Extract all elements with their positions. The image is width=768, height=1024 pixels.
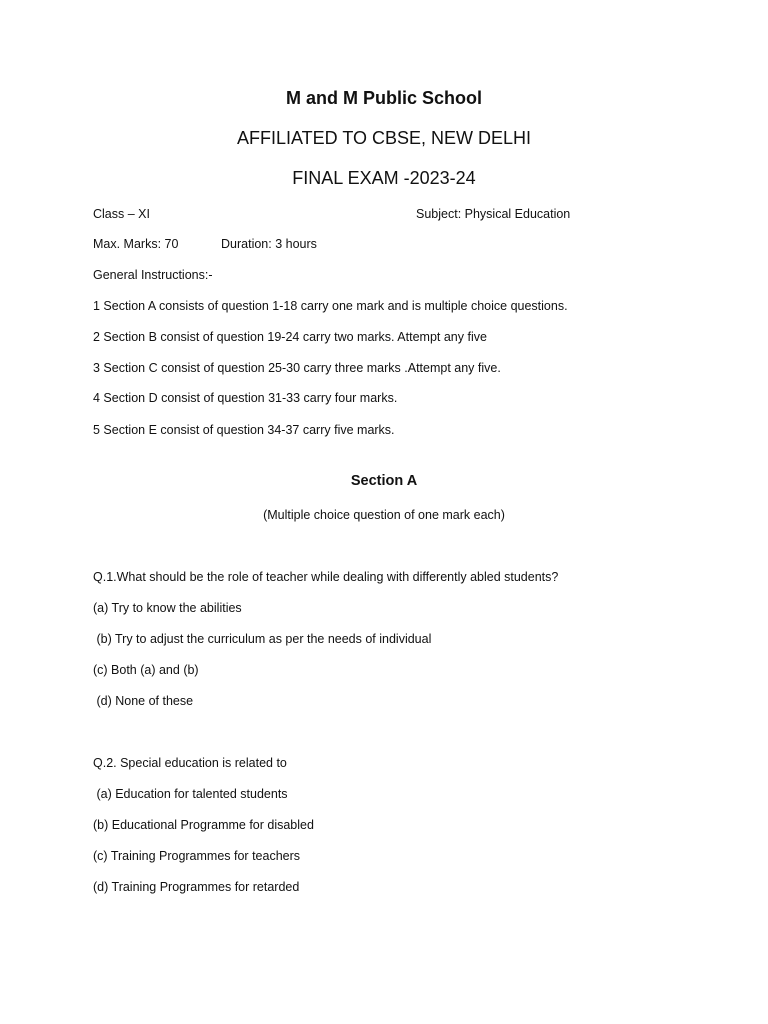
answer-option: (b) Educational Programme for disabled xyxy=(93,818,314,832)
answer-option: (c) Both (a) and (b) xyxy=(93,663,199,677)
school-name: M and M Public School xyxy=(285,88,482,108)
question-text: Q.1.What should be the role of teacher while dealing with differently abled students? xyxy=(93,570,559,584)
instruction-item: 3 Section C consist of question 25-30 carry three marks .Attempt any five. xyxy=(93,361,501,375)
max-marks-label: Max. Marks: 70 xyxy=(93,237,179,251)
section-title: Section A xyxy=(350,473,418,489)
answer-option: (a) Try to know the abilities xyxy=(93,601,242,615)
instruction-item: 4 Section D consist of question 31-33 carry four marks. xyxy=(93,391,398,405)
duration-label: Duration: 3 hours xyxy=(221,237,317,251)
answer-option: (d) Training Programmes for retarded xyxy=(93,880,300,894)
answer-option: (d) None of these xyxy=(93,694,194,708)
answer-option: (a) Education for talented students xyxy=(93,787,288,801)
section-subtitle: (Multiple choice question of one mark each) xyxy=(263,508,505,522)
class-label: Class – XI xyxy=(93,207,150,221)
instruction-item: 5 Section E consist of question 34-37 carry five marks. xyxy=(93,423,395,437)
instruction-item: 2 Section B consist of question 19-24 carry two marks. Attempt any five xyxy=(93,330,487,344)
instructions-heading: General Instructions:- xyxy=(93,268,213,282)
question-text: Q.2. Special education is related to xyxy=(93,756,287,770)
affiliation-line: AFFILIATED TO CBSE, NEW DELHI xyxy=(236,128,532,148)
subject-label: Subject: Physical Education xyxy=(416,207,571,221)
instruction-item: 1 Section A consists of question 1-18 carry one mark and is multiple choice questions. xyxy=(93,299,568,313)
answer-option: (c) Training Programmes for teachers xyxy=(93,849,301,863)
answer-option: (b) Try to adjust the curriculum as per the needs of individual xyxy=(93,632,432,646)
exam-title: FINAL EXAM -2023-24 xyxy=(292,168,476,188)
